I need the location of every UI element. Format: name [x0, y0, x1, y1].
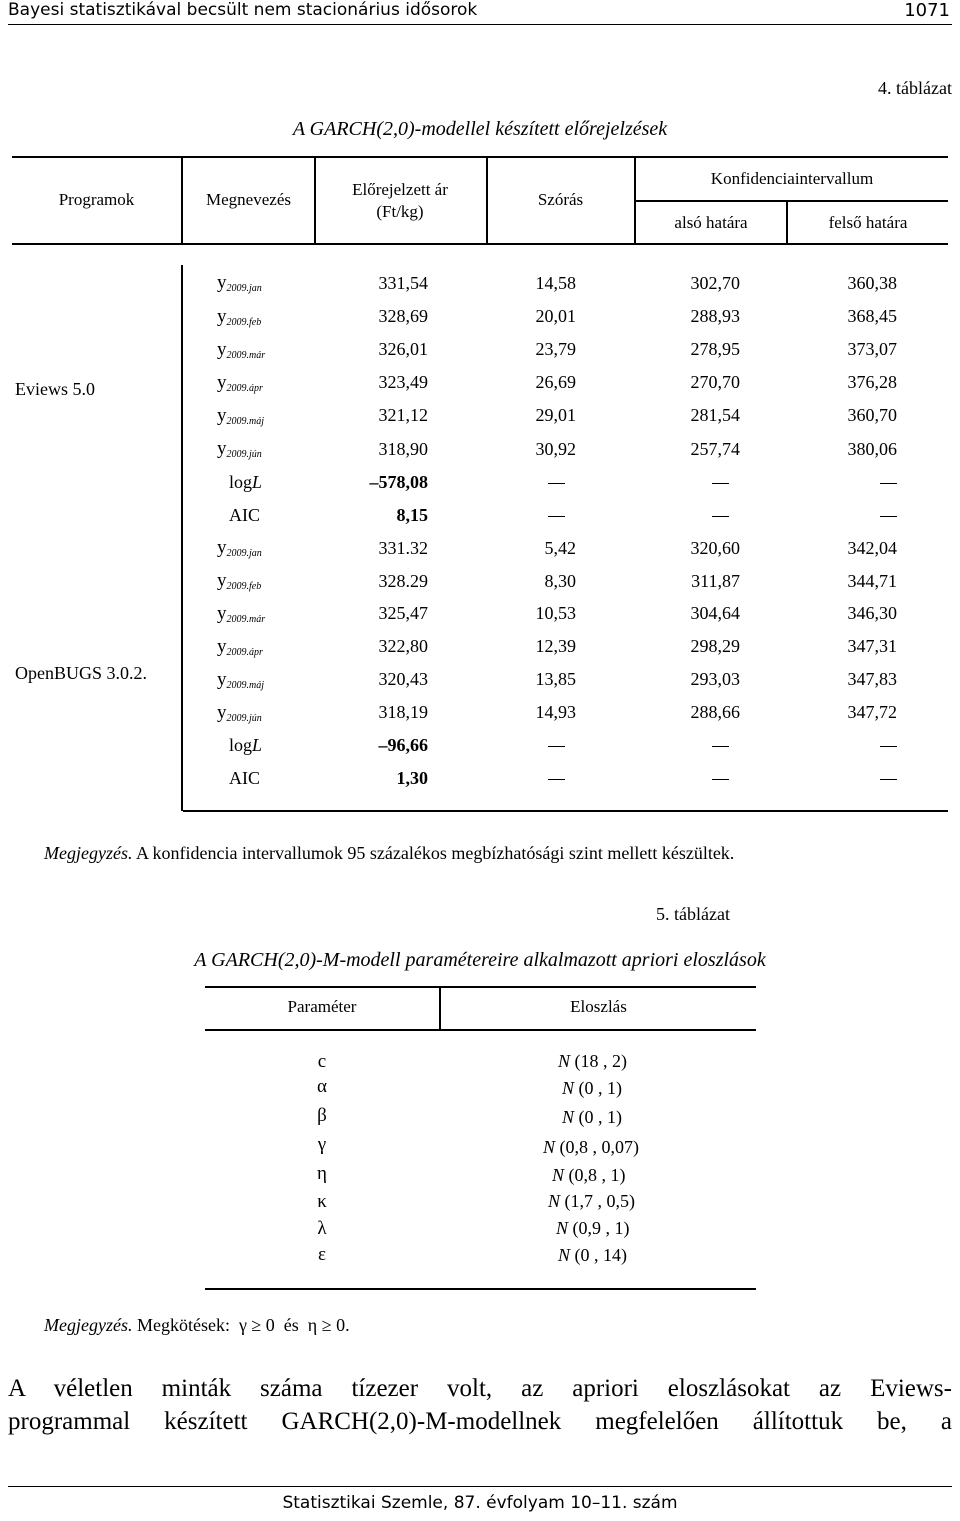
row-label: $y_{2009.feb}$: [217, 306, 262, 328]
sd-value: 10,53: [535, 603, 576, 623]
param-symbol: c: [317, 1051, 327, 1072]
sd-value: 5,42: [544, 538, 576, 558]
sd-value: 26,69: [535, 372, 576, 392]
empty-dash: [712, 474, 729, 492]
upper-value: 347,72: [847, 702, 897, 722]
lower-value: 304,64: [690, 603, 740, 623]
dist-value: N (0 , 1): [562, 1078, 623, 1098]
col-forecast: Előrejelzett ár (Ft/kg): [352, 180, 448, 221]
forecast-value: 326,01: [378, 339, 428, 359]
logl-value: –96,66: [378, 735, 428, 755]
empty-dash: [548, 770, 565, 788]
col-param: Paraméter: [287, 997, 357, 1016]
col-dist: Eloszlás: [570, 997, 627, 1016]
forecast-value: 328.29: [378, 571, 428, 591]
forecast-value: 322,80: [378, 636, 428, 656]
body-paragraph-line-1: A véletlen minták száma tízezer volt, az apriori eloszlásokat az Eviews-: [8, 1375, 952, 1402]
lower-value: 281,54: [690, 405, 740, 425]
col-ci: Konfidenciaintervallum: [710, 169, 874, 188]
upper-value: 360,70: [847, 405, 897, 425]
table5-top-rule: [205, 986, 756, 988]
row-label: $y_{2009.máj}$: [217, 405, 264, 427]
lower-value: 293,03: [690, 669, 740, 689]
lower-value: 311,87: [691, 571, 740, 591]
upper-value: 376,28: [847, 372, 897, 392]
upper-value: 347,83: [847, 669, 897, 689]
sd-value: 13,85: [535, 669, 576, 689]
lower-value: 278,95: [690, 339, 740, 359]
vline-body: [181, 265, 183, 811]
empty-dash: [712, 507, 729, 525]
param-symbol: λ: [317, 1218, 327, 1239]
empty-dash: [548, 737, 565, 755]
journal-footer: Statisztikai Szemle, 87. évfolyam 10–11. szám: [282, 1493, 678, 1513]
lower-value: 298,29: [690, 636, 740, 656]
forecast-value: 323,49: [378, 372, 428, 392]
page-number: 1071: [904, 0, 950, 21]
row-label: $y_{2009.jún}$: [217, 438, 262, 460]
empty-dash: [548, 507, 565, 525]
lower-value: 320,60: [690, 538, 740, 558]
header-rule: [8, 24, 952, 25]
forecast-value: 318,90: [378, 439, 428, 459]
table5-note: Megjegyzés. Megkötések: γ ≥ 0 és η ≥ 0.: [44, 1315, 350, 1335]
param-symbol: η: [317, 1163, 327, 1184]
ci-subheader-rule: [634, 200, 948, 202]
table4-bottom-rule: [183, 810, 948, 812]
col-lower: alsó határa: [674, 213, 748, 232]
upper-value: 373,07: [847, 339, 897, 359]
body-paragraph-line-2: programmal készített GARCH(2,0)-M-modellnek megfelelően állítottuk be, a: [8, 1408, 952, 1435]
row-label: $y_{2009.jan}$: [217, 537, 262, 559]
col-name: Megnevezés: [206, 190, 291, 209]
sd-value: 8,30: [544, 571, 576, 591]
sd-value: 30,92: [535, 439, 576, 459]
upper-value: 368,45: [847, 306, 897, 326]
col-programs: Programok: [58, 190, 135, 209]
dist-value: N (0 , 14): [558, 1245, 628, 1265]
sd-value: 14,93: [535, 702, 576, 722]
param-symbol: κ: [317, 1191, 327, 1212]
empty-dash: [880, 507, 897, 525]
sd-value: 20,01: [535, 306, 576, 326]
row-label: $y_{2009.jan}$: [217, 272, 262, 294]
lower-value: 270,70: [690, 372, 740, 392]
forecast-value: 328,69: [378, 306, 428, 326]
table4-number: 4. táblázat: [878, 78, 952, 98]
empty-dash: [712, 770, 729, 788]
dist-value: N (0,8 , 1): [552, 1165, 626, 1185]
param-symbol: γ: [317, 1134, 327, 1155]
upper-value: 344,71: [847, 571, 897, 591]
table5-number: 5. táblázat: [656, 904, 730, 924]
logl-value: –578,08: [369, 472, 428, 492]
dist-value: N (18 , 2): [558, 1051, 628, 1071]
dist-value: N (0,9 , 1): [556, 1218, 630, 1238]
logl-label: logL: [229, 472, 263, 492]
dist-value: N (0 , 1): [562, 1107, 623, 1127]
row-label: $y_{2009.máj}$: [217, 669, 264, 691]
param-symbol: α: [317, 1076, 327, 1097]
forecast-value: 320,43: [378, 669, 428, 689]
running-header: Bayesi statisztikával becsült nem stacionárius idősorok: [8, 0, 478, 20]
forecast-value: 318,19: [378, 702, 428, 722]
empty-dash: [548, 474, 565, 492]
table4-title: A GARCH(2,0)-modellel készített előrejelzések: [292, 118, 668, 140]
forecast-value: 321,12: [378, 405, 428, 425]
row-label: $y_{2009.ápr}$: [217, 372, 263, 394]
sd-value: 12,39: [535, 636, 576, 656]
forecast-value: 331.32: [378, 538, 428, 558]
row-label: $y_{2009.már}$: [217, 603, 266, 625]
upper-value: 342,04: [847, 538, 897, 558]
row-label: $y_{2009.jún}$: [217, 702, 262, 724]
table5-bottom-rule: [205, 1288, 756, 1290]
program-eviews: Eviews 5.0: [15, 379, 95, 399]
empty-dash: [880, 737, 897, 755]
row-label: $y_{2009.ápr}$: [217, 636, 263, 658]
forecast-value: 325,47: [378, 603, 428, 623]
row-label: $y_{2009.már}$: [217, 339, 266, 361]
logl-label: logL: [229, 735, 263, 755]
dist-value: N (0,8 , 0,07): [543, 1137, 640, 1157]
program-openbugs: OpenBUGS 3.0.2.: [15, 663, 148, 683]
upper-value: 360,38: [847, 273, 897, 293]
lower-value: 302,70: [690, 273, 740, 293]
lower-value: 288,66: [690, 702, 740, 722]
lower-value: 288,93: [690, 306, 740, 326]
upper-value: 347,31: [847, 636, 897, 656]
table4-header-rule: [12, 243, 948, 245]
footer-rule: [8, 1486, 952, 1487]
sd-value: 14,58: [535, 273, 576, 293]
table4-top-rule: [12, 156, 948, 158]
aic-value: 8,15: [396, 505, 428, 525]
aic-label: AIC: [229, 505, 260, 525]
empty-dash: [880, 474, 897, 492]
sd-value: 29,01: [535, 405, 576, 425]
empty-dash: [880, 770, 897, 788]
row-label: $y_{2009.feb}$: [217, 570, 262, 592]
aic-value: 1,30: [396, 768, 428, 788]
sd-value: 23,79: [535, 339, 576, 359]
dist-value: N (1,7 , 0,5): [548, 1191, 636, 1211]
forecast-value: 331,54: [378, 273, 428, 293]
empty-dash: [712, 737, 729, 755]
table4-note: Megjegyzés. A konfidencia intervallumok 95 százalékos megbízhatósági szint mellett készültek.: [44, 843, 735, 863]
vline-2: [314, 156, 316, 244]
upper-value: 346,30: [847, 603, 897, 623]
upper-value: 380,06: [847, 439, 897, 459]
param-symbol: ε: [318, 1244, 326, 1265]
col-sd: Szórás: [537, 190, 584, 209]
param-symbol: β: [317, 1105, 327, 1126]
aic-label: AIC: [229, 768, 260, 788]
col-upper: felső határa: [828, 213, 908, 232]
table5-header-rule: [205, 1029, 756, 1031]
lower-value: 257,74: [690, 439, 740, 459]
table5-title: A GARCH(2,0)-M-modell paramétereire alkalmazott apriori eloszlások: [194, 949, 766, 971]
